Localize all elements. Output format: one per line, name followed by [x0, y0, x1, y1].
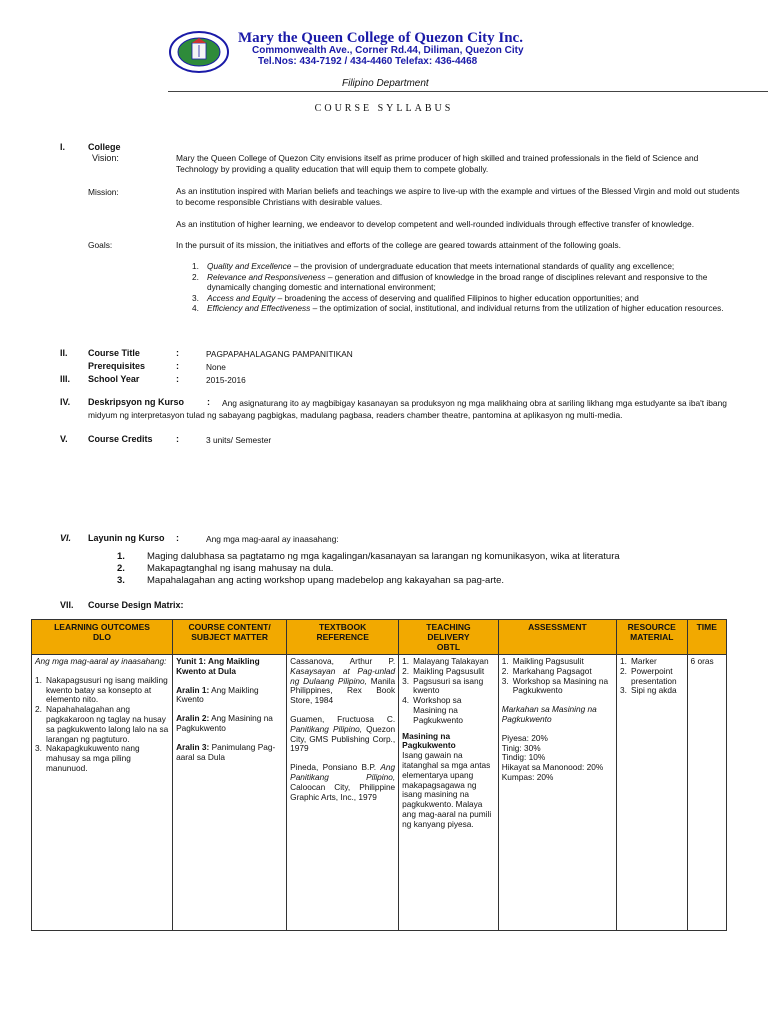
header-delivery: TEACHING DELIVERY OBTL [399, 620, 499, 655]
goals-list [192, 261, 737, 314]
school-year-value: 2015-2016 [206, 375, 246, 385]
section-numeral: VI. [60, 533, 72, 543]
time-cell: 6 oras [687, 655, 726, 931]
layunin-list [117, 551, 737, 587]
prerequisites-label: Prerequisites [88, 361, 146, 371]
reference-item: Pineda, Ponsiano B.P. Ang Panitikang Pilipino, Caloocan City, Philippine Graphic Arts, Inc., 1979 [290, 762, 396, 802]
list-item: 1. Nakapagsusuri ng isang maikling kwento batay sa konsepto at elemento nito. [35, 674, 168, 705]
colon: : [207, 397, 210, 407]
list-item: 1. Maikling Pagsusulit [501, 656, 584, 666]
list-item: 2. Maikling Pagsusulit [402, 665, 485, 676]
reference-item: Cassanova, Arthur P. Kasaysayan at Pag-unlad ng Dulaang Pilipino, Manila Philippines, Rex Book Store, 1984 [290, 656, 396, 706]
vision-text: Mary the Queen College of Quezon City envisions itself as prime producer of high skilled and trained professionals in the field of Science and Technology by providing a quality education that will equip them to compete globally. [176, 153, 699, 174]
section-numeral: III. [60, 374, 71, 384]
layunin-label: Layunin ng Kurso [88, 533, 165, 543]
course-title-label: Course Title [88, 348, 140, 358]
header-assessment: ASSESSMENT [498, 620, 616, 655]
section-numeral: II. [60, 348, 68, 358]
list-item: 2. Markahang Pagsagot [501, 665, 592, 676]
header-time: TIME [687, 620, 726, 655]
reference-item: Guamen, Fructuosa C. Panitikang Pilipino, Quezon City, GMS Publishing Corp., 1979 [290, 713, 396, 754]
goal-item: 3. Access and Equity – broadening the access of deserving and qualified Filipinos to higher education opportunities; and [192, 292, 639, 303]
matrix-label: Course Design Matrix: [88, 600, 184, 610]
college-logo [168, 30, 230, 74]
list-item: 1. Marker [620, 656, 657, 666]
list-item: 2. Powerpoint presentation [620, 665, 677, 686]
matrix-header-row [32, 620, 727, 655]
delivery-cell: 1. Malayang Talakayan 2. Maikling Pagsusulit 3. Pagsusuri sa isang kwento 4. Workshop sa Masining na Pagkukwento Masining na Pagkukwento Isang gawain na itatanghal sa mga antas elementarya upang makapagsagawa ng isang masining na pagkukwento. Malaya ang mag-aaral na pumili ng kanyang piyesa. [399, 655, 499, 931]
section-numeral: IV. [60, 397, 71, 407]
layunin-intro: Ang mga mag-aaral ay inaasahang: [206, 534, 339, 544]
vision-label: Vision: [92, 153, 119, 163]
list-item: 3. Workshop sa Masining na Pagkukwento [501, 675, 609, 696]
goal-item: 2. Relevance and Responsiveness – generation and diffusion of knowledge in the broad range of disciplines relevant and responsive to the dynamically changing domestic and international environment; [192, 271, 708, 292]
layunin-item: 3. Mapahalagahan ang acting workshop upang madebelop ang kakayahan sa pag-arte. [117, 575, 505, 586]
colon: : [176, 434, 179, 444]
description-text: Ang asignaturang ito ay magbibigay kasanayan sa produksyon ng mga malikhaing obra at sariling likhang mga estudyante sa iba't ibang midyum ng interpretasyon tulad ng sabayang pagbigkas, madulang pagbasa, readers chamber theatre, pantomina at aplikasyon ng multi-media. [88, 398, 727, 420]
mission-text-2: As an institution of higher learning, we endeavor to develop competent and well-rounded individuals through effective transfer of knowledge. [176, 219, 695, 229]
school-name: Mary the Queen College of Quezon City Inc. [238, 30, 523, 46]
mission-label: Mission: [88, 187, 119, 197]
document-title: COURSE SYLLABUS [314, 103, 454, 114]
goals-intro: In the pursuit of its mission, the initiatives and efforts of the college are geared towards attainment of the following goals. [176, 240, 621, 250]
list-item: 3. Sipi ng akda [620, 685, 677, 696]
header-resource: RESOURCE MATERIAL [617, 620, 688, 655]
content-cell: Yunit 1: Ang Maikling Kwento at Dula Aralin 1: Ang Maikling Kwento Aralin 2: Ang Masining na Pagkukwento Aralin 3: Panimulang Pag-aaral sa Dula [173, 655, 287, 931]
mission-text-1: As an institution inspired with Marian beliefs and teachings we aspire to live-up with the example and virtues of the Blessed Virgin and mold out students to become responsible Christians with desirable values. [176, 186, 740, 207]
outcomes-cell: Ang mga mag-aaral ay inaasahang: 1. Nakapagsusuri ng isang maikling kwento batay sa konsepto at elemento nito. 2. Napahahalagahan ang pagkakaroon ng taglay na husay sa pagkukwento lalong lalo na sa larangan ng pagtuturo. 3. Nakapagkukuwento nang mahusay sa mga piling manunuod. [32, 655, 173, 931]
section-numeral: I. [60, 142, 66, 152]
header-content: COURSE CONTENT/ SUBJECT MATTER [173, 620, 287, 655]
credits-label: Course Credits [88, 434, 153, 444]
goal-item: 1. Quality and Excellence – the provision of undergraduate education that meets international standards of quality ang excellence; [192, 261, 675, 271]
layunin-item: 1. Maging dalubhasa sa pagtatamo ng mga kagalingan/kasanayan sa larangan ng komunikasyon, wika at literatura [117, 551, 620, 562]
list-item: 3. Nakapagkukuwento nang mahusay sa mga piling manunuod. [35, 743, 140, 773]
school-address: Commonwealth Ave., Corner Rd.44, Diliman, Quezon City [252, 45, 524, 56]
assessment-cell: 1. Maikling Pagsusulit 2. Markahang Pagsagot 3. Workshop sa Masining na Pagkukwento Markahan sa Masining na Pagkukwento Piyesa: 20% Tinig: 30% Tindig: 10% Hikayat sa Manonood: 20% Kumpas: 20% [498, 655, 616, 931]
list-item: 4. Workshop sa Masining na Pagkukwento [402, 695, 463, 725]
header-outcomes: LEARNING OUTCOMES DLO [32, 620, 173, 655]
description-label: Deskripsyon ng Kurso [88, 397, 185, 407]
resource-cell [617, 655, 688, 931]
school-telephone: Tel.Nos: 434-7192 / 434-4460 Telefax: 436-4468 [258, 56, 478, 67]
list-item: 2. Napahahalagahan ang pagkakaroon ng taglay na husay sa pagkukwento lalong lalo na sa larangan ng pagtuturo. [35, 704, 169, 744]
prerequisites-value: None [206, 362, 226, 372]
list-item: 3. Pagsusuri sa isang kwento [402, 675, 484, 696]
section-numeral: V. [60, 434, 68, 444]
school-year-label: School Year [88, 374, 140, 384]
header-divider [168, 91, 768, 92]
college-heading: College [88, 142, 121, 152]
header-textbook: TEXTBOOK REFERENCE [287, 620, 399, 655]
colon: : [176, 374, 179, 384]
colon: : [176, 533, 179, 543]
colon: : [176, 348, 179, 358]
course-title-value: PAGPAPAHALAGANG PAMPANITIKAN [206, 349, 353, 359]
layunin-item: 2. Makapagtanghal ng isang mahusay na dula. [117, 563, 334, 574]
goals-label: Goals: [88, 240, 113, 250]
goal-item: 4. Efficiency and Effectiveness – the optimization of social, institutional, and individual returns from the utilization of higher education resources. [192, 303, 724, 313]
table-row [32, 655, 727, 931]
credits-value: 3 units/ Semester [206, 435, 272, 445]
colon: : [176, 361, 179, 371]
reference-cell [287, 655, 399, 931]
section-numeral: VII. [60, 600, 74, 610]
list-item: 1. Malayang Talakayan [402, 656, 489, 666]
course-design-matrix [31, 619, 727, 931]
department-label: Filipino Department [342, 78, 429, 89]
